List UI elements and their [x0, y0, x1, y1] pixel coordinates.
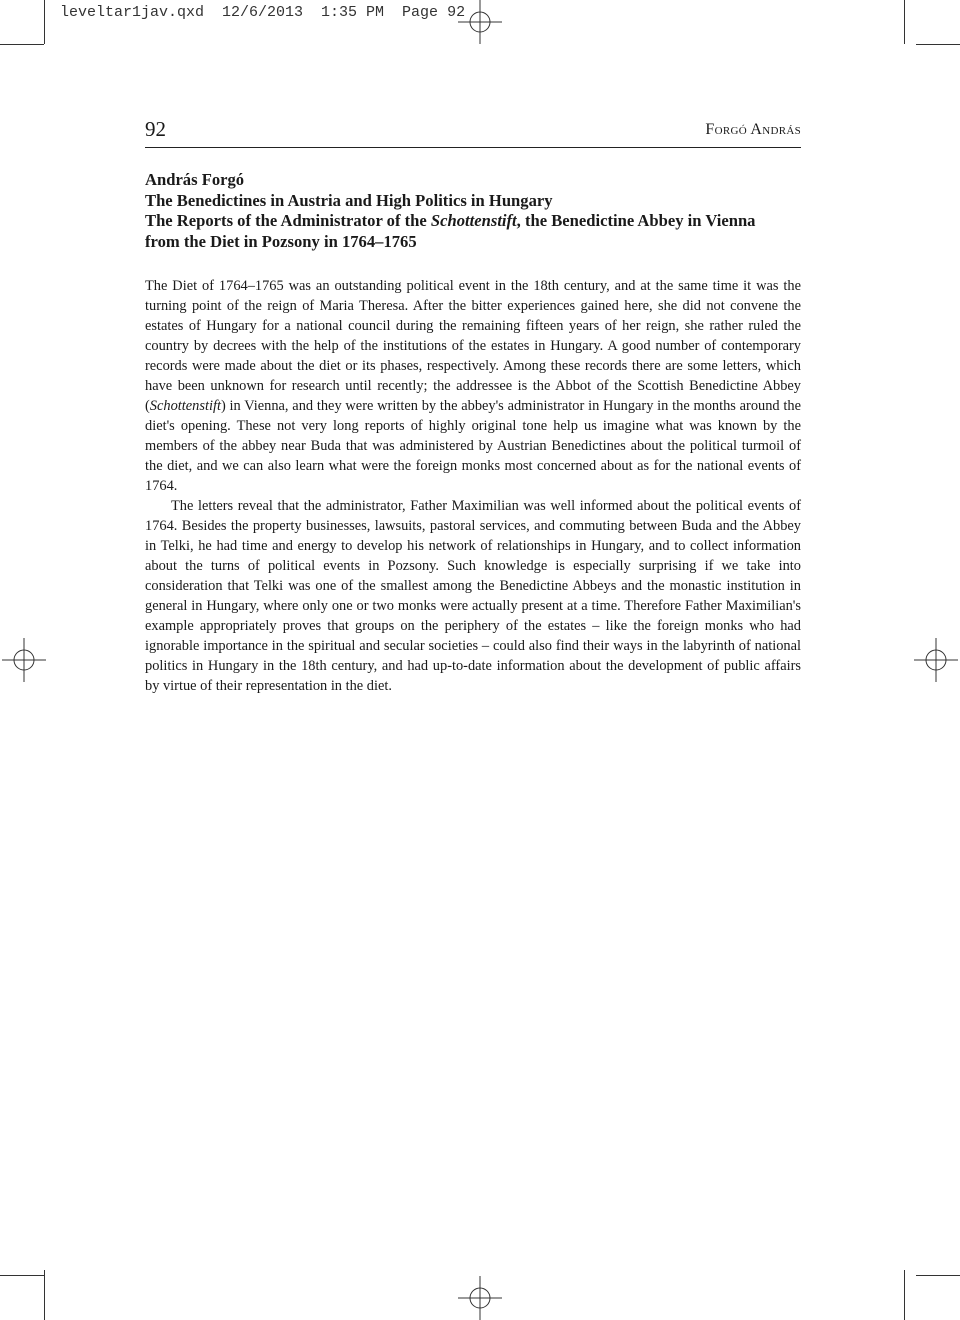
paragraph-1-italic: Schottenstift: [149, 398, 221, 414]
title-line-2-italic: Schottenstift: [430, 211, 517, 231]
title-line-3: from the Diet in Pozsony in 1764–1765: [145, 231, 417, 251]
paragraph-1: [145, 276, 801, 496]
crop-mark-bottom-left-vertical: [44, 1270, 45, 1320]
abstract-body: [145, 276, 801, 696]
running-head: Forgó András: [705, 121, 801, 138]
page-number: 92: [145, 117, 166, 141]
page-header: [145, 117, 801, 148]
crop-mark-top-left-vertical: [44, 0, 45, 44]
article-title-block: [145, 170, 805, 252]
registration-mark-bottom-icon: [458, 1276, 502, 1320]
title-line-2: [145, 211, 805, 232]
crop-mark-bottom-left-horizontal: [0, 1275, 44, 1276]
crop-mark-bottom-right-horizontal: [916, 1275, 960, 1276]
paragraph-1-part-b: ) in Vienna, and they were written by the abbey's administrator in Hungary in the months around the diet's opening. These not very long reports of highly original tone help us imagine what was known by the members of the abbey near Buda that was administered by Austrian Benedictines about the political turmoil of the diet, and we can also learn what were the foreign monks most concerned about as for the national events of 1764.: [145, 398, 801, 494]
registration-mark-right-icon: [914, 638, 958, 682]
title-line-2-post: , the Benedictine Abbey in Vienna: [516, 211, 756, 231]
crop-mark-top-right-horizontal: [916, 44, 960, 45]
registration-mark-left-icon: [2, 638, 46, 682]
crop-mark-top-left-horizontal: [0, 44, 44, 45]
print-slug: leveltar1jav.qxd 12/6/2013 1:35 PM Page 92: [60, 4, 466, 21]
crop-mark-top-right-vertical: [904, 0, 905, 44]
paragraph-1-part-a: The Diet of 1764–1765 was an outstanding political event in the 18th century, and at the same time it was the turning point of the reign of Maria Theresa. After the bitter experiences gained here, she did not convene the estates of Hungary for a national council during the remaining fifteen years of her reign, she rather ruled the country by decrees with the help of the institutions of the estates in Hungary. A good number of contemporary records were made about the diet or its phases, respectively. Among these records there are some letters, which have been unknown for research until recently; the addressee is the Abbot of the Scottish Benedictine Abbey (: [145, 278, 801, 414]
title-line-2-pre: The Reports of the Administrator of the: [145, 211, 431, 231]
title-line-1: The Benedictines in Austria and High Politics in Hungary: [145, 190, 553, 210]
crop-mark-bottom-right-vertical: [904, 1270, 905, 1320]
paragraph-2: The letters reveal that the administrator, Father Maximilian was well informed about the political events of 1764. Besides the property businesses, lawsuits, pastoral services, and commuting between Buda and the Abbey in Telki, he had time and energy to develop his network of relationships in Hungary, and to collect information about the turns of political events in Pozsony. Such knowledge is especially surprising if we take into consideration that Telki was one of the smallest among the Benedictine Abbeys and the monastic institution in general in Hungary, where only one or two monks were actually present at a time. Therefore Father Maximilian's example appropriately proves that groups on the periphery of the estates – like the foreign monks who had ignorable importance in the spiritual and secular societies – could also find their ways in the labyrinth of national politics in Hungary in the 18th century, and had up-to-date information about the development of public affairs by virtue of their representation in the diet.: [145, 498, 801, 694]
registration-mark-top-icon: [458, 0, 502, 44]
author-name: András Forgó: [145, 170, 245, 189]
